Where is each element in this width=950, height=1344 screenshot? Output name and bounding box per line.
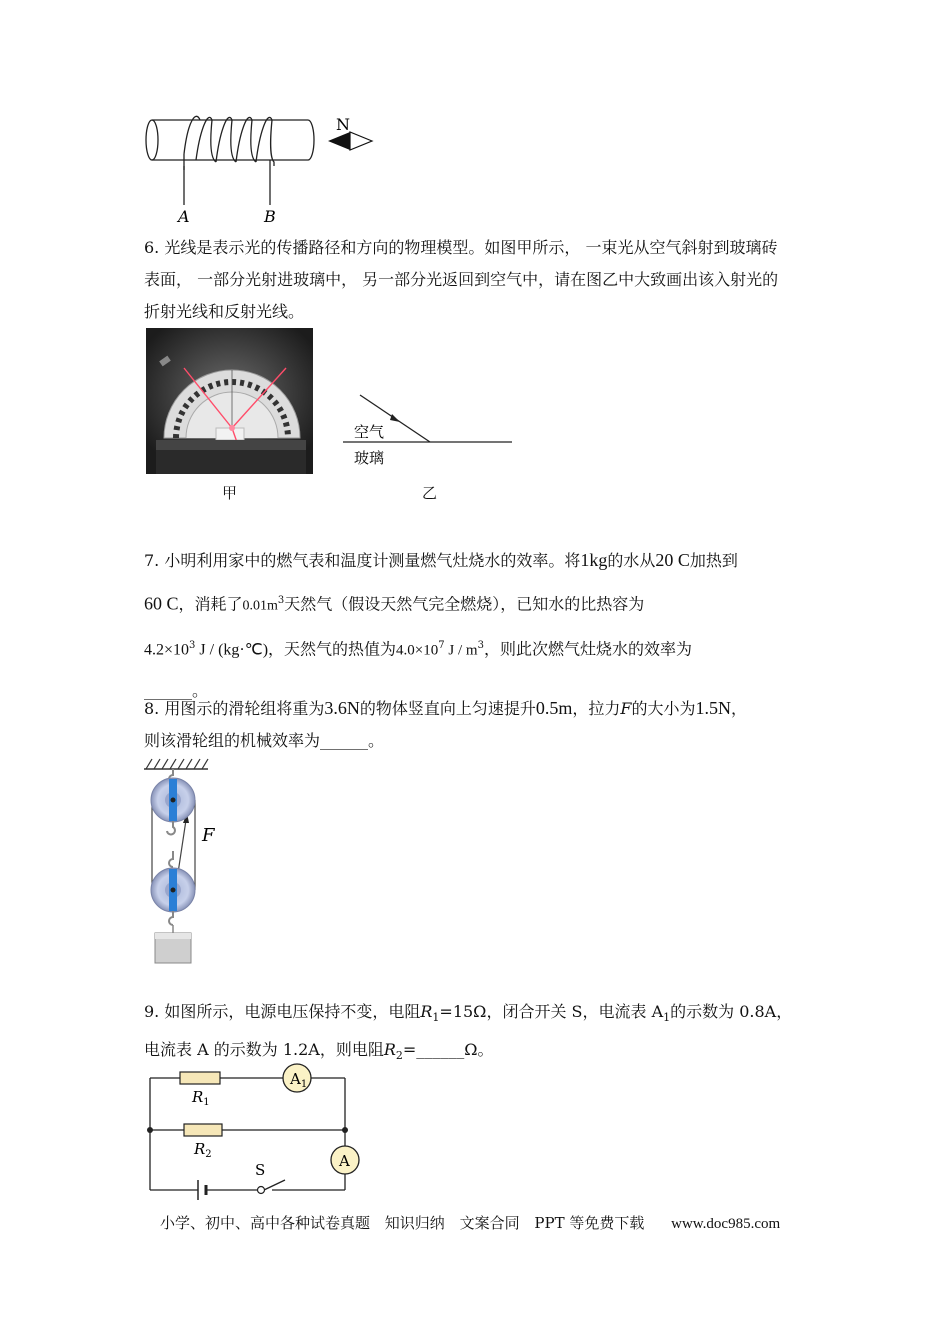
terminal-a-label: A	[178, 207, 190, 226]
glass-label: 玻璃	[354, 449, 385, 467]
footer-item: 知识归纳	[384, 1214, 445, 1232]
q7-line-3: $4.2\times 10^3$ J / (kg·℃)，天然气的热值为$4.0\times 10^7$ J / $m^3$，则此次燃气灶烧水的效率为	[144, 639, 692, 659]
q9-line-2: 电流表 A 的示数为 1.2A，则电阻$R_2=\_\_\_\_\_\_\Omega$。	[144, 1040, 494, 1063]
q6-line-2: 表面， 一部分光射进玻璃中， 另一部分光返回到空气中，请在图乙中大致画出该入射光的	[144, 270, 779, 289]
q8-line-2: 则该滑轮组的机械效率为______。	[144, 731, 385, 750]
caption-jia: 甲	[222, 484, 238, 502]
q7-line-1: 7. 小明利用家中的燃气表和温度计测量燃气灶烧水的效率。将1kg的水从20 C加热到	[144, 550, 738, 570]
q9-line-1: 9. 如图所示，电源电压保持不变，电阻$R_1=15\Omega$，闭合开关 S，电流表 $A_1$的示数为 0.8A，	[144, 1002, 793, 1025]
footer-url[interactable]: www.doc985.com	[671, 1216, 781, 1232]
solenoid-figure	[140, 110, 380, 230]
caption-yi: 乙	[422, 484, 438, 502]
resistor-r1-label: $R_1$	[192, 1088, 210, 1108]
refraction-diagram	[340, 385, 520, 475]
ammeter-a-label: A	[339, 1152, 350, 1170]
q6-line-1: 6. 光线是表示光的传播路径和方向的物理模型。如图甲所示， 一束光从空气斜射到玻璃砖	[144, 238, 778, 257]
switch-label: S	[255, 1161, 266, 1179]
resistor-r2-label: $R_2$	[194, 1140, 212, 1160]
north-label: N	[336, 115, 350, 134]
question-7	[144, 540, 814, 711]
q6-line-3: 折射光线和反射光线。	[144, 302, 305, 321]
ammeter-a1-label: $A_1$	[290, 1070, 308, 1090]
q7-line-2: 60 C，消耗了$0.01m^3$天然气（假设天然气完全燃烧），已知水的比热容为	[144, 593, 645, 614]
force-label: F	[202, 825, 215, 846]
question-9	[144, 996, 814, 1072]
footer-item: 小学、初中、高中各种试卷真题	[160, 1214, 371, 1232]
air-label: 空气	[354, 423, 385, 441]
question-8	[144, 692, 814, 757]
circuit-diagram	[140, 1062, 370, 1200]
q8-line-1: 8. 用图示的滑轮组将重为3.6N的物体竖直向上匀速提升0.5m，拉力F的大小为1.5N，	[144, 698, 748, 718]
terminal-b-label: B	[264, 207, 276, 226]
q7-line-4: ______。	[144, 680, 209, 700]
pulley-figure	[140, 755, 230, 967]
footer-item: 文案合同	[459, 1214, 520, 1232]
footer	[160, 1212, 790, 1233]
footer-item: PPT 等免费下载	[534, 1214, 645, 1232]
question-6	[144, 232, 814, 328]
refraction-experiment-photo	[146, 328, 313, 474]
